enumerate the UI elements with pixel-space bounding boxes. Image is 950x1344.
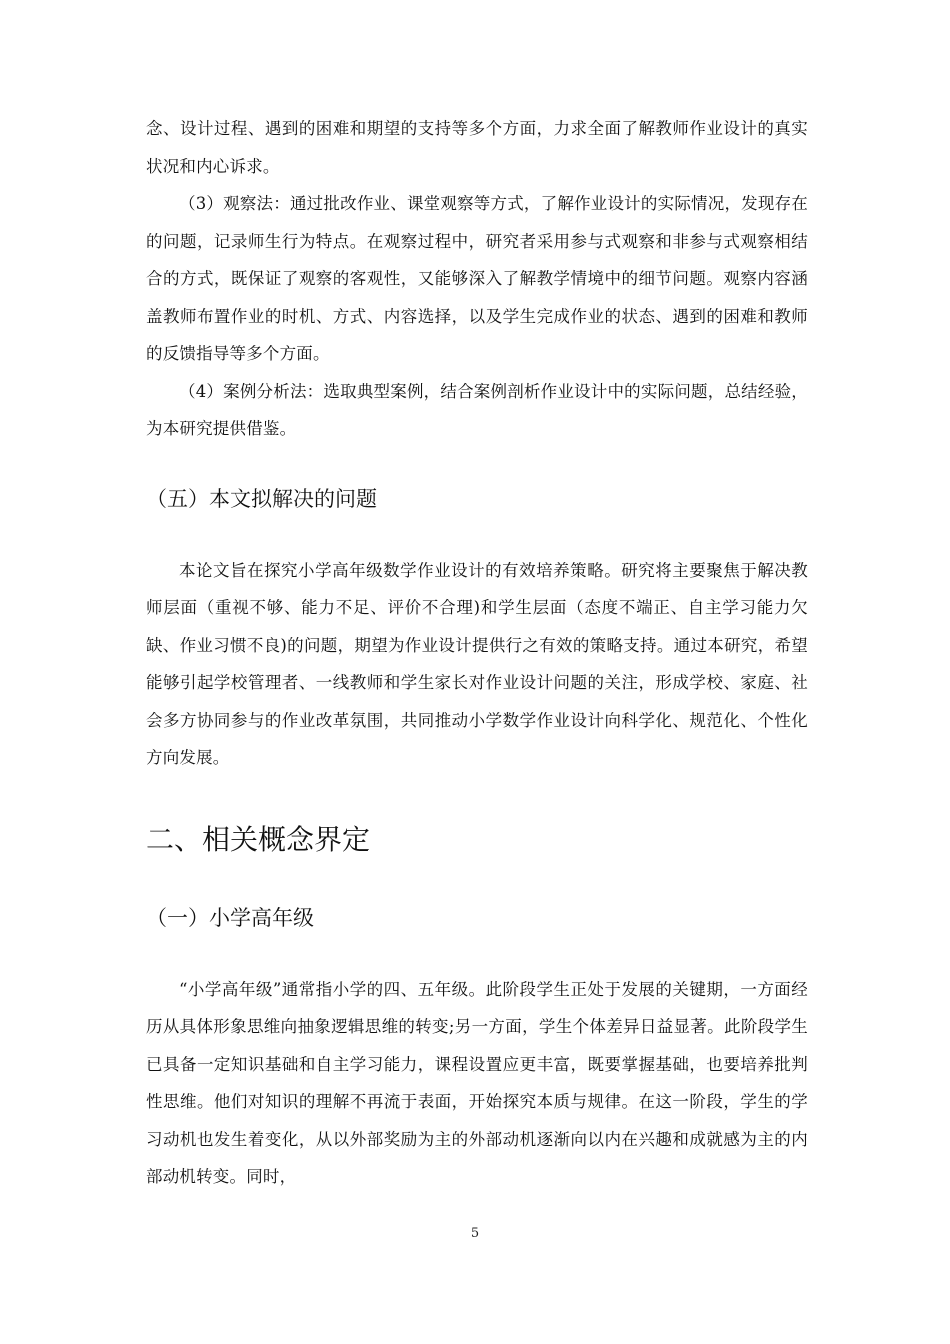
body-paragraph: （4）案例分析法：选取典型案例，结合案例剖析作业设计中的实际问题，总结经验，为本研究提供借鉴。 [146,381,808,438]
subsection-heading: （五）本文拟解决的问题 [146,486,377,511]
body-paragraph: 念、设计过程、遇到的困难和期望的支持等多个方面，力求全面了解教师作业设计的真实状况和内心诉求。 [146,119,808,176]
subsection-heading: （一）小学高年级 [146,905,314,930]
page-number: 5 [470,1226,480,1241]
section-heading: 二、相关概念界定 [146,822,371,856]
body-paragraph: 本论文旨在探究小学高年级数学作业设计的有效培养策略。研究将主要聚焦于解决教师层面（重视不够、能力不足、评价不合理)和学生层面（态度不端正、自主学习能力欠缺、作业习惯不良)的问题，期望为作业设计提供行之有效的策略支持。通过本研究，希望能够引起学校管理者、一线教师和学生家长对作业设计问题的关注，形成学校、家庭、社会多方协同参与的作业改革氛围，共同推动小学数学作业设计向科学化、规范化、个性化方向发展。 [146,560,808,767]
body-paragraph: （3）观察法：通过批改作业、课堂观察等方式，了解作业设计的实际情况，发现存在的问题，记录师生行为特点。在观察过程中，研究者采用参与式观察和非参与式观察相结合的方式，既保证了观察的客观性，又能够深入了解教学情境中的细节问题。观察内容涵盖教师布置作业的时机、方式、内容选择，以及学生完成作业的状态、遇到的困难和教师的反馈指导等多个方面。 [146,194,808,363]
page-body [146,110,808,1196]
body-paragraph: “小学高年级”通常指小学的四、五年级。此阶段学生正处于发展的关键期，一方面经历从具体形象思维向抽象逻辑思维的转变;另一方面，学生个体差异日益显著。此阶段学生已具备一定知识基础和自主学习能力，课程设置应更丰富，既要掌握基础，也要培养批判性思维。他们对知识的理解不再流于表面，开始探究本质与规律。在这一阶段，学生的学习动机也发生着变化，从以外部奖励为主的外部动机逐渐向以内在兴趣和成就感为主的内部动机转变。同时， [146,979,808,1186]
